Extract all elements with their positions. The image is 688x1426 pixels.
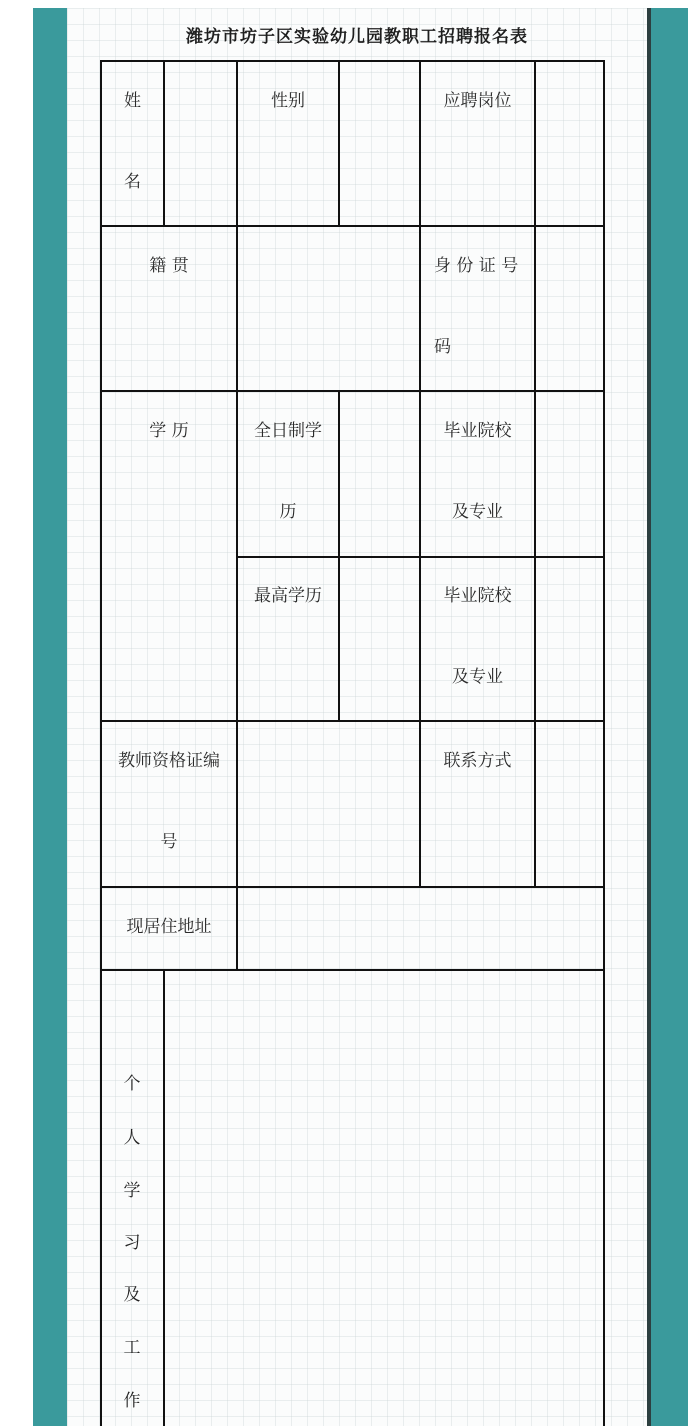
- highest-edu-label: [238, 558, 338, 720]
- contact-field[interactable]: [536, 722, 603, 886]
- gender-field[interactable]: [340, 62, 419, 225]
- teacher-cert-field[interactable]: [238, 722, 419, 886]
- school1-field[interactable]: [536, 392, 603, 556]
- position-label-text: 应聘岗位: [443, 91, 512, 111]
- fulltime-edu-field[interactable]: [340, 392, 419, 556]
- fulltime-edu-label: [238, 392, 338, 556]
- school1-label: [421, 392, 534, 556]
- history-label-char: 学: [123, 1181, 141, 1201]
- right-border-strip: [651, 8, 688, 1426]
- history-field[interactable]: [165, 971, 603, 1426]
- form-title: 潍坊市坊子区实验幼儿园教职工招聘报名表: [186, 27, 528, 47]
- fulltime-edu-label-line1: 全日制学: [254, 421, 322, 441]
- teacher-cert-label-line1: 教师资格证编: [118, 751, 220, 771]
- id-number-label-line2: 码: [434, 337, 451, 357]
- id-number-label-line1: 身 份 证 号: [434, 256, 519, 276]
- highest-edu-field[interactable]: [340, 558, 419, 720]
- teacher-cert-label: [102, 722, 236, 886]
- history-label-char: 工: [123, 1338, 141, 1358]
- native-place-field[interactable]: [238, 227, 419, 390]
- history-label-char: 个: [123, 1074, 141, 1094]
- education-label: [102, 392, 236, 720]
- native-place-label-text: 籍 贯: [149, 256, 189, 276]
- education-label-text: 学 历: [149, 421, 189, 441]
- history-label-char: 及: [123, 1285, 141, 1305]
- teacher-cert-label-line2: 号: [160, 832, 178, 852]
- address-field[interactable]: [238, 888, 603, 969]
- history-label-char: 作: [123, 1391, 141, 1411]
- table-line: [603, 60, 605, 1426]
- name-field[interactable]: [165, 62, 236, 225]
- history-label-char: 人: [123, 1128, 141, 1148]
- address-label-text: 现居住地址: [126, 917, 212, 937]
- native-place-label: [102, 227, 236, 390]
- name-label-line1: 姓: [124, 91, 141, 111]
- school1-label-line1: 毕业院校: [443, 421, 512, 441]
- school2-label: [421, 558, 534, 720]
- highest-edu-label-text: 最高学历: [254, 586, 322, 606]
- name-label: [102, 62, 163, 225]
- contact-label-text: 联系方式: [443, 751, 512, 771]
- fulltime-edu-label-line2: 历: [279, 502, 297, 522]
- id-number-field[interactable]: [536, 227, 603, 390]
- school2-field[interactable]: [536, 558, 603, 720]
- position-field[interactable]: [536, 62, 603, 225]
- gender-label-text: 性别: [271, 91, 305, 111]
- position-label: [421, 62, 534, 225]
- left-border-strip: [33, 8, 67, 1426]
- school2-label-line2: 及专业: [452, 667, 503, 687]
- history-label-char: 习: [123, 1233, 141, 1253]
- contact-label: [421, 722, 534, 886]
- school1-label-line2: 及专业: [452, 502, 503, 522]
- address-label: [102, 888, 236, 969]
- gender-label: [238, 62, 338, 225]
- name-label-line2: 名: [124, 172, 141, 192]
- school2-label-line1: 毕业院校: [443, 586, 512, 606]
- id-number-label: [421, 227, 534, 390]
